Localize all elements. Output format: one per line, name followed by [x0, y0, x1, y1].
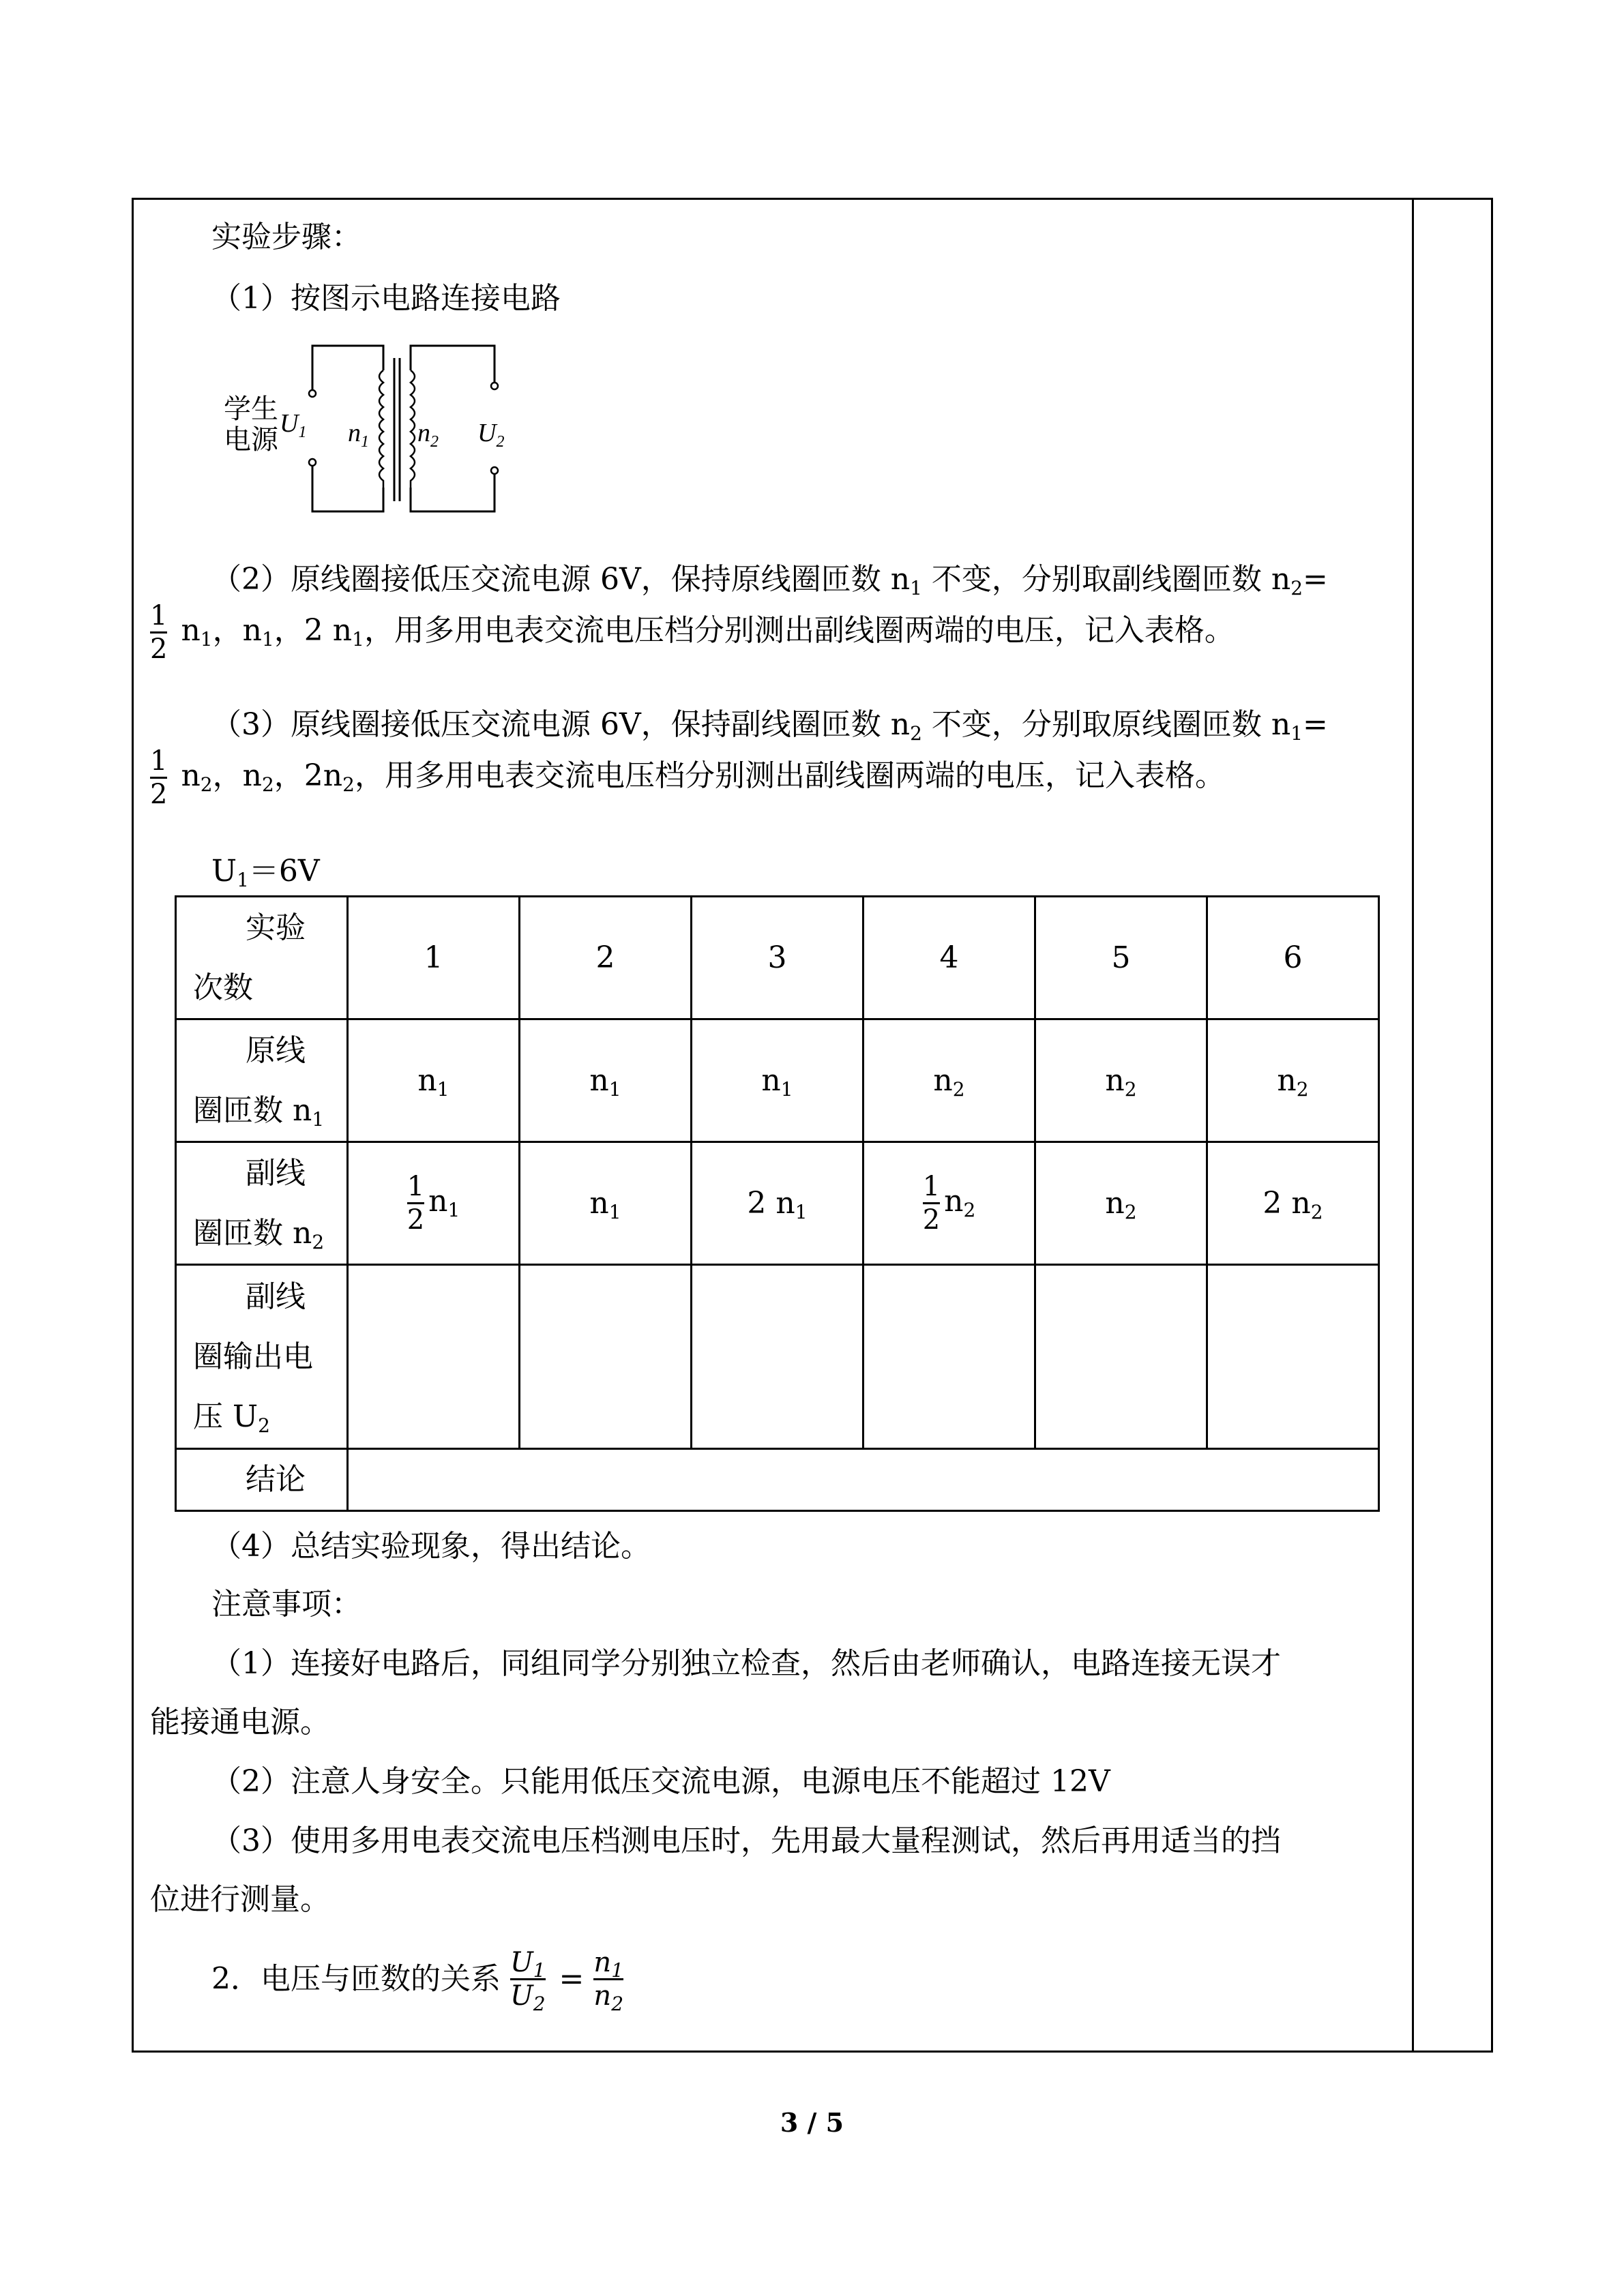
- experiment-table: [175, 895, 1380, 1512]
- note-1-line-2: 能接通电源。: [150, 1705, 330, 1740]
- table-row: [176, 1449, 1379, 1511]
- secondary-cell: 2 $n_2$: [1207, 1142, 1379, 1265]
- row-header-output-voltage: 副线 圈输出电 压 $U_2$: [176, 1265, 348, 1449]
- primary-cell: $n_2$: [1207, 1019, 1379, 1142]
- table-row: [176, 1019, 1379, 1142]
- step-1: （1）按图示电路连接电路: [211, 281, 561, 316]
- row-header-primary: 原线 圈匝数 $n_1$: [176, 1019, 348, 1142]
- source-label-1: 学生: [224, 394, 278, 424]
- transformer-circuit-diagram: [211, 338, 525, 522]
- table-row: [176, 897, 1379, 1019]
- step-2-line-1: （2）原线圈接低压交流电源 6V，保持原线圈匝数 $n_1$ 不变，分别取副线圈匝数 $n_2=$: [211, 562, 1328, 599]
- secondary-cell: $n_2$: [1035, 1142, 1207, 1265]
- primary-cell: $n_2$: [1035, 1019, 1207, 1142]
- notes-heading: 注意事项：: [211, 1587, 361, 1622]
- output-voltage-cell[interactable]: [692, 1265, 863, 1449]
- primary-cell: $n_2$: [863, 1019, 1035, 1142]
- page-number: 3 / 5: [780, 2107, 844, 2138]
- voltage-turns-relation: 2．电压与匝数的关系 $\frac{U_1}{U_2}$ = $\frac{n_1}{n_2}$: [211, 1947, 624, 2015]
- trial-cell: 6: [1207, 897, 1379, 1019]
- u2-sub: 2: [496, 433, 505, 451]
- primary-cell: $n_1$: [692, 1019, 863, 1142]
- n2-sub: 2: [430, 433, 439, 451]
- row-header-trial: 实验 次数: [176, 897, 348, 1019]
- source-label-2: 电源: [224, 425, 278, 455]
- secondary-cell: $n_1$: [520, 1142, 692, 1265]
- section-heading: 实验步骤：: [211, 220, 361, 254]
- u2-label: U: [477, 419, 497, 447]
- trial-cell: 4: [863, 897, 1035, 1019]
- n2-label: n: [417, 419, 430, 447]
- conclusion-cell[interactable]: [348, 1449, 1379, 1511]
- note-2: （2）注意人身安全。只能用低压交流电源，电源电压不能超过 12V: [211, 1764, 1110, 1799]
- table-caption: $U_1=6V$: [211, 854, 320, 891]
- voltage-ratio-fraction: $\frac{U_1}{U_2}$: [510, 1947, 546, 2015]
- n1-label: n: [348, 419, 361, 447]
- u1-label: U: [280, 409, 299, 438]
- trial-cell: 5: [1035, 897, 1207, 1019]
- svg-text:U1: [280, 409, 306, 441]
- step-4: （4）总结实验现象，得出结论。: [211, 1529, 651, 1564]
- step-2-line-2: $\frac{1}{2}$ $n_1$，$n_1$，2 $n_1$，用多用电表交流电压档分别测出副线圈两端的电压，记入表格。: [150, 600, 1235, 665]
- output-voltage-cell[interactable]: [520, 1265, 692, 1449]
- table-row: [176, 1142, 1379, 1265]
- svg-text:n1: [348, 419, 369, 451]
- output-voltage-cell[interactable]: [1035, 1265, 1207, 1449]
- table-row: [176, 1265, 1379, 1449]
- trial-cell: 3: [692, 897, 863, 1019]
- output-voltage-cell[interactable]: [1207, 1265, 1379, 1449]
- turns-ratio-fraction: $\frac{n_1}{n_2}$: [593, 1947, 624, 2015]
- frame-right-column-divider: [1412, 198, 1414, 2053]
- trial-cell: 1: [348, 897, 520, 1019]
- output-voltage-cell[interactable]: [348, 1265, 520, 1449]
- row-header-secondary: 副线 圈匝数 $n_2$: [176, 1142, 348, 1265]
- secondary-cell: $\frac{1}{2}$ $n_1$: [348, 1142, 520, 1265]
- note-3-line-2: 位进行测量。: [150, 1882, 330, 1917]
- u1-sub: 1: [298, 423, 307, 441]
- note-1-line-1: （1）连接好电路后，同组同学分别独立检查，然后由老师确认，电路连接无误才: [211, 1646, 1281, 1681]
- row-header-conclusion: 结论: [176, 1449, 348, 1511]
- svg-text:U2: [477, 419, 504, 451]
- output-voltage-cell[interactable]: [863, 1265, 1035, 1449]
- secondary-cell: 2 $n_1$: [692, 1142, 863, 1265]
- primary-cell: $n_1$: [348, 1019, 520, 1142]
- svg-text:n2: [417, 419, 439, 451]
- trial-cell: 2: [520, 897, 692, 1019]
- half-fraction: $\frac{1}{2}$: [150, 600, 168, 665]
- primary-cell: $n_1$: [520, 1019, 692, 1142]
- step-3-line-1: （3）原线圈接低压交流电源 6V，保持副线圈匝数 $n_2$ 不变，分别取原线圈匝数 $n_1=$: [211, 707, 1328, 745]
- step-3-line-2: $\frac{1}{2}$ $n_2$，$n_2$，$2n_2$，用多用电表交流电压档分别测出副线圈两端的电压，记入表格。: [150, 745, 1225, 810]
- n1-sub: 1: [361, 433, 369, 451]
- secondary-cell: $\frac{1}{2}$ $n_2$: [863, 1142, 1035, 1265]
- half-fraction: $\frac{1}{2}$: [150, 745, 168, 810]
- note-3-line-1: （3）使用多用电表交流电压档测电压时，先用最大量程测试，然后再用适当的挡: [211, 1823, 1281, 1858]
